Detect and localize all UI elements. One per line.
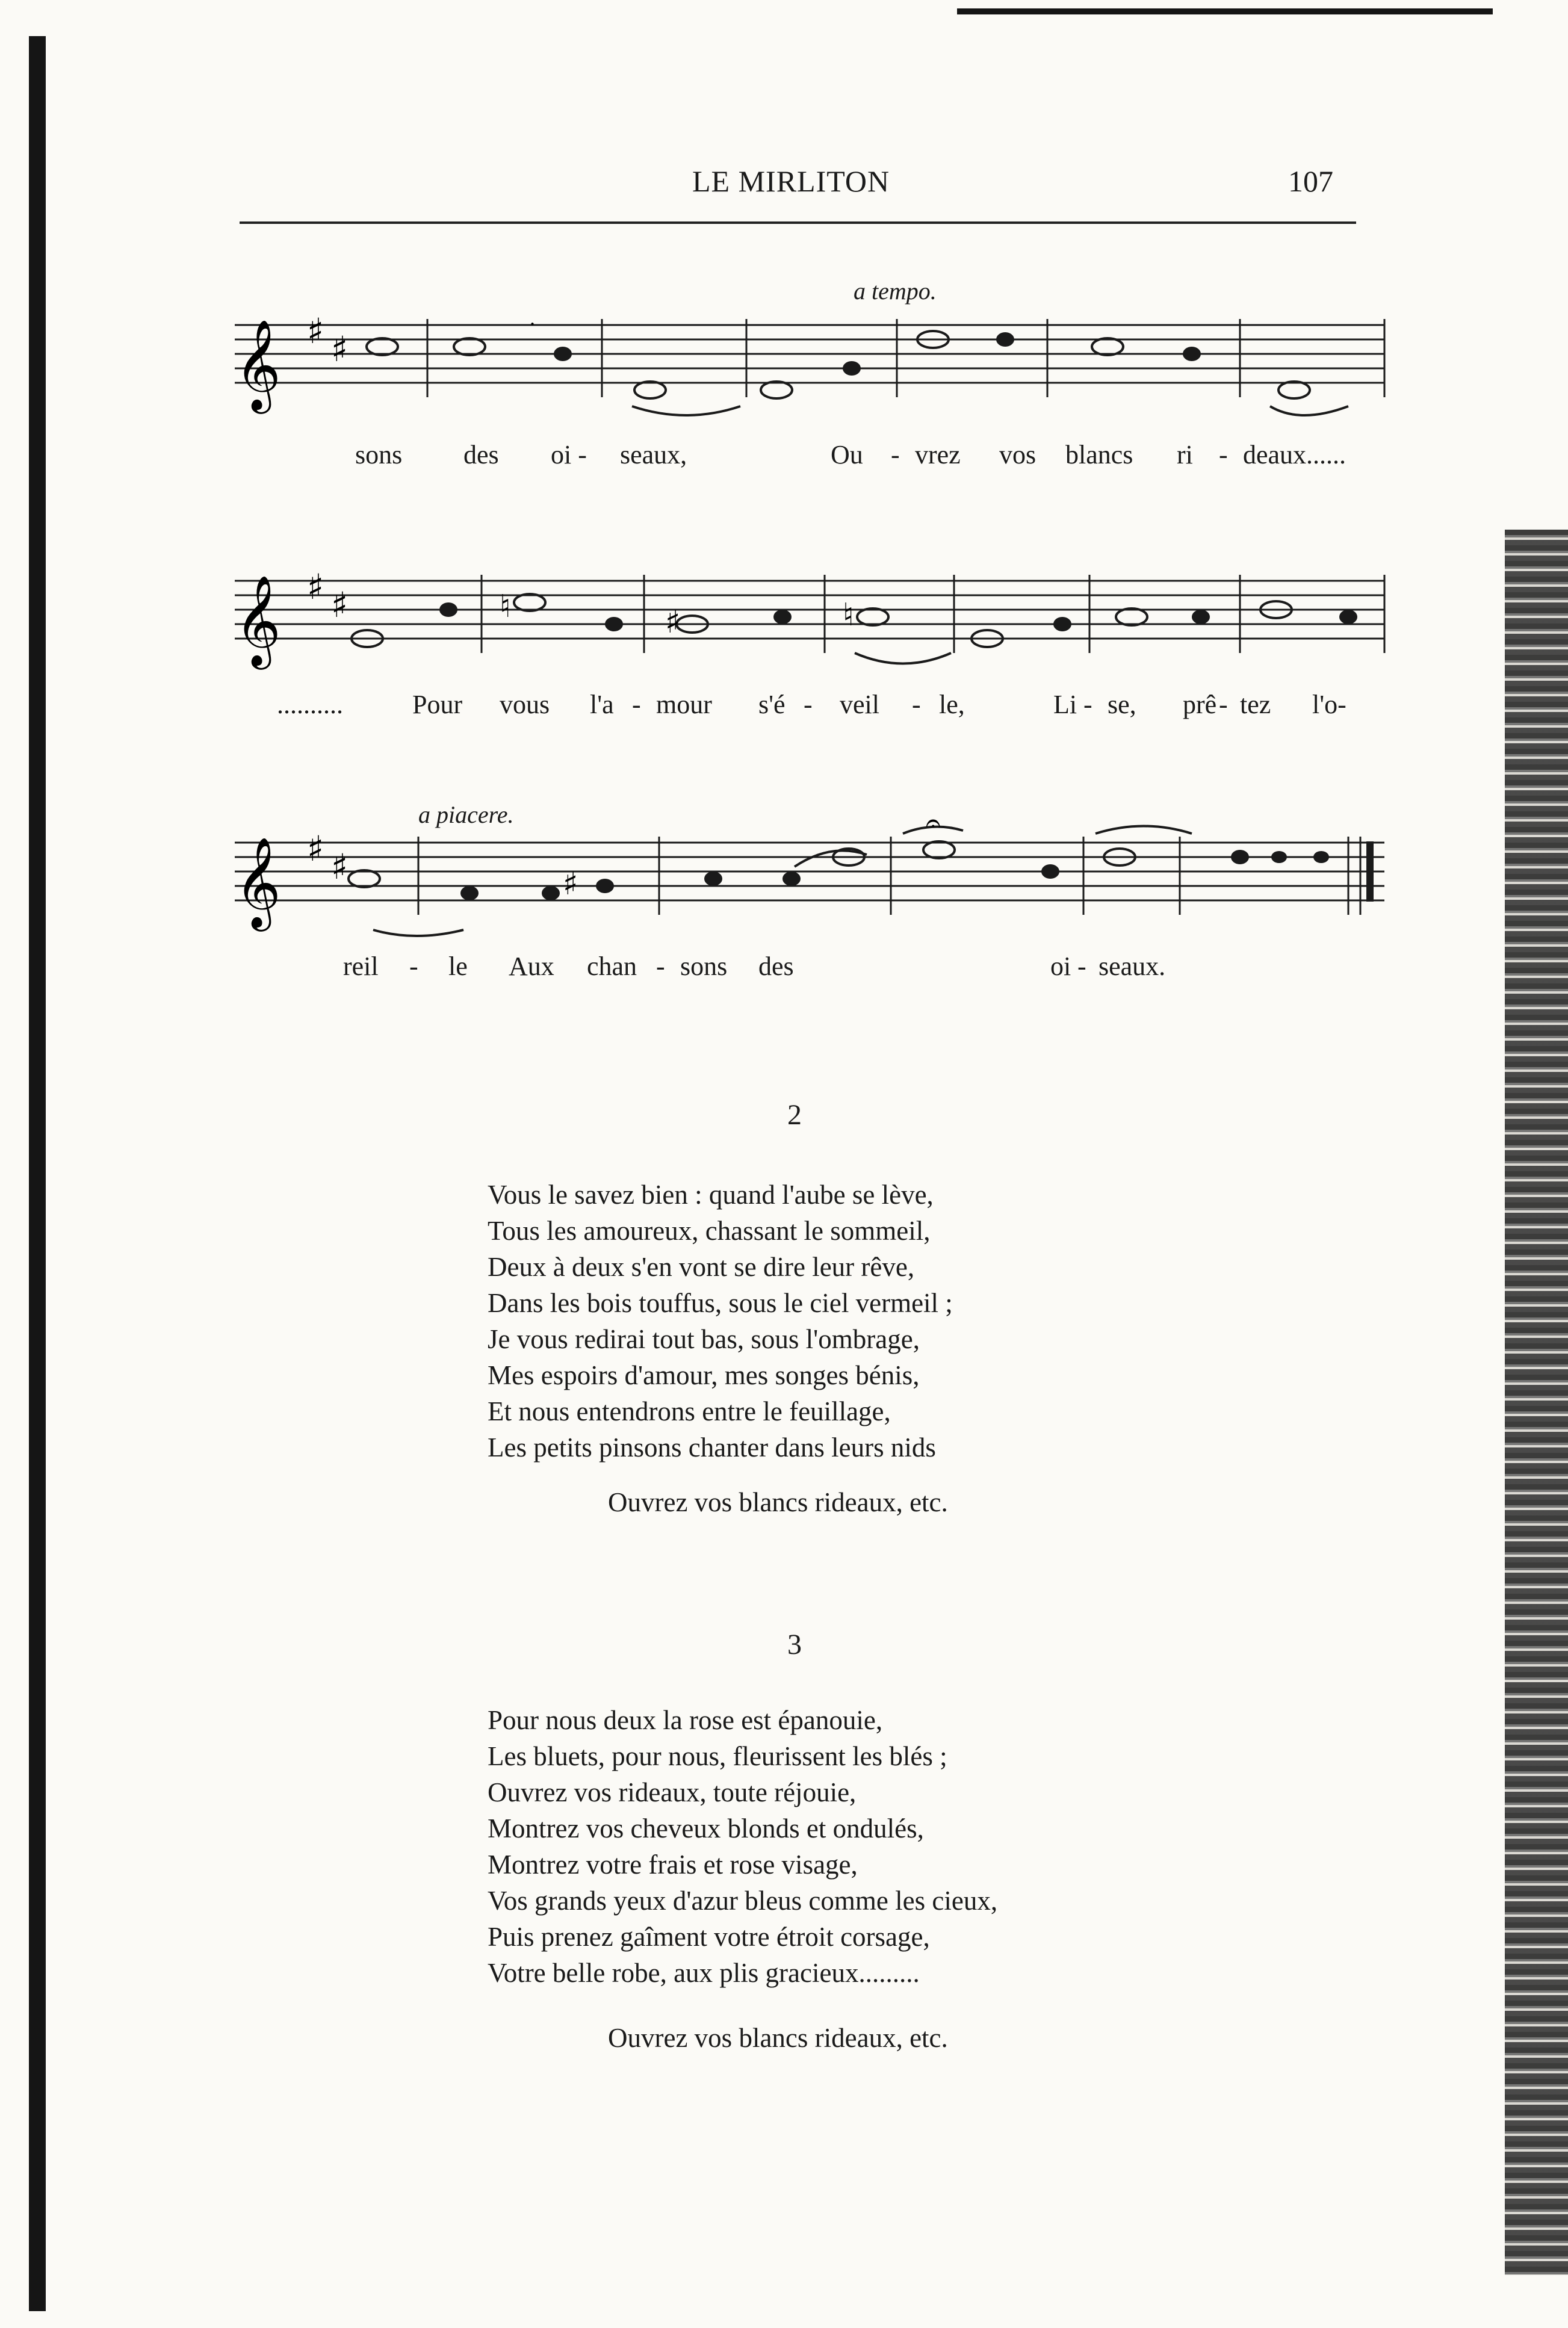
verse-line: Les bluets, pour nous, fleurissent les blés ; bbox=[488, 1741, 947, 1771]
lyric-syllable: le bbox=[448, 952, 468, 981]
verse-line: Vous le savez bien : quand l'aube se lève, bbox=[488, 1180, 934, 1210]
verse-line: Et nous entendrons entre le feuillage, bbox=[488, 1396, 891, 1426]
verse-line: Puis prenez gaîment votre étroit corsage, bbox=[488, 1922, 930, 1952]
lyric-syllable: l'o- bbox=[1312, 690, 1346, 719]
lyric-syllable: veil bbox=[840, 690, 879, 719]
binding-shadow bbox=[29, 36, 46, 2311]
treble-clef-icon: 𝄞 bbox=[235, 574, 281, 666]
natural-icon: ♮ bbox=[843, 597, 854, 633]
lyric-syllable: - bbox=[1219, 440, 1228, 469]
lyric-syllable: seaux, bbox=[620, 440, 687, 469]
lyric-syllable: - bbox=[804, 690, 813, 719]
lyric-syllable: tez bbox=[1240, 690, 1271, 719]
lyric-syllable: chan bbox=[587, 952, 637, 981]
page-edge-shadow bbox=[1505, 530, 1568, 2275]
treble-clef-icon: 𝄞 bbox=[235, 318, 281, 410]
lyric-syllable: sons bbox=[355, 440, 403, 469]
sharp-icon: ♯ bbox=[307, 828, 324, 869]
lyric-syllable: - bbox=[1083, 690, 1092, 719]
verse-line: Montrez vos cheveux blonds et ondulés, bbox=[488, 1813, 924, 1844]
verse-line: Votre belle robe, aux plis gracieux......... bbox=[488, 1958, 920, 1988]
lyric-syllable: l'a bbox=[590, 690, 614, 719]
dot-mark: . bbox=[530, 306, 535, 330]
lyric-syllable: vous bbox=[500, 690, 550, 719]
lyric-syllable: seaux. bbox=[1099, 952, 1166, 981]
staff-2 bbox=[217, 557, 1390, 689]
sharp-icon: ♯ bbox=[563, 866, 578, 902]
lyric-syllable: deaux...... bbox=[1243, 440, 1346, 469]
verse-line: Pour nous deux la rose est épanouie, bbox=[488, 1705, 883, 1735]
lyric-syllable: - bbox=[409, 952, 418, 981]
lyric-syllable: - bbox=[891, 440, 900, 469]
running-header-title: LE MIRLITON bbox=[692, 164, 890, 198]
lyric-syllable: vos bbox=[999, 440, 1037, 469]
lyric-syllable: - bbox=[912, 690, 921, 719]
lyric-syllable: des bbox=[758, 952, 794, 981]
verse-line: Ouvrez vos rideaux, toute réjouie, bbox=[488, 1777, 857, 1807]
staff-1 bbox=[217, 301, 1390, 439]
lyric-syllable: oi bbox=[1050, 952, 1071, 981]
sharp-icon: ♯ bbox=[307, 566, 324, 607]
lyrics-line-2 bbox=[217, 689, 1390, 725]
lyric-syllable: Aux bbox=[509, 952, 554, 981]
music-system-1 bbox=[217, 301, 1390, 475]
sharp-icon: ♯ bbox=[665, 604, 681, 640]
sharp-icon: ♯ bbox=[331, 329, 349, 370]
verse-line: Tous les amoureux, chassant le sommeil, bbox=[488, 1216, 931, 1246]
top-rule bbox=[957, 8, 1493, 14]
verse-line: Dans les bois touffus, sous le ciel vermeil ; bbox=[488, 1288, 953, 1318]
verse-line: Mes espoirs d'amour, mes songes bénis, bbox=[488, 1360, 920, 1390]
verse-line: Montrez votre frais et rose visage, bbox=[488, 1850, 858, 1880]
music-system-2 bbox=[217, 557, 1390, 725]
lyric-syllable: Ou bbox=[831, 440, 863, 469]
lyric-syllable: blancs bbox=[1065, 440, 1133, 469]
lyric-syllable: s'é bbox=[758, 690, 786, 719]
music-system-3 bbox=[217, 819, 1390, 987]
stanza-2-verse bbox=[488, 1177, 953, 1466]
lyric-syllable: Pour bbox=[412, 690, 463, 719]
lyric-syllable: se, bbox=[1108, 690, 1136, 719]
refrain-line: Ouvrez vos blancs rideaux, etc. bbox=[608, 1487, 948, 1517]
natural-icon: ♮ bbox=[500, 589, 511, 625]
staff-3 bbox=[217, 819, 1390, 951]
lyric-syllable: - bbox=[656, 952, 665, 981]
lyric-syllable: le, bbox=[939, 690, 965, 719]
lyric-syllable: reil bbox=[343, 952, 379, 981]
header-rule bbox=[240, 221, 1356, 224]
lyric-syllable: oi - bbox=[551, 440, 587, 469]
treble-clef-icon: 𝄞 bbox=[235, 836, 281, 927]
stanza-number: 2 bbox=[787, 1099, 802, 1131]
lyric-syllable: ri bbox=[1177, 440, 1193, 469]
refrain-line: Ouvrez vos blancs rideaux, etc. bbox=[608, 2023, 948, 2053]
sharp-icon: ♯ bbox=[331, 584, 349, 625]
lyrics-line-3 bbox=[217, 951, 1390, 987]
lyrics-line-1 bbox=[217, 439, 1390, 475]
stanza-number: 3 bbox=[787, 1629, 802, 1661]
verse-line: Les petits pinsons chanter dans leurs nids bbox=[488, 1432, 936, 1463]
page-number: 107 bbox=[1288, 164, 1333, 198]
lyric-syllable: Li bbox=[1053, 690, 1077, 719]
lyric-syllable: - bbox=[632, 690, 641, 719]
lyric-syllable: .......... bbox=[277, 690, 343, 719]
verse-line: Vos grands yeux d'azur bleus comme les cieux, bbox=[488, 1886, 998, 1916]
sharp-icon: ♯ bbox=[307, 311, 324, 351]
stanza-3-verse bbox=[488, 1702, 997, 1991]
sharp-icon: ♯ bbox=[331, 846, 349, 887]
lyric-syllable: prê bbox=[1183, 690, 1217, 719]
lyric-syllable: sons bbox=[680, 952, 728, 981]
tempo-direction: a tempo. bbox=[854, 277, 937, 305]
tempo-direction: a piacere. bbox=[418, 801, 514, 828]
lyric-syllable: vrez bbox=[915, 440, 961, 469]
lyric-syllable: mour bbox=[656, 690, 712, 719]
lyric-syllable: des bbox=[463, 440, 499, 469]
verse-line: Je vous redirai tout bas, sous l'ombrage, bbox=[488, 1324, 920, 1354]
lyric-syllable: - bbox=[1077, 952, 1086, 981]
verse-line: Deux à deux s'en vont se dire leur rêve, bbox=[488, 1252, 915, 1282]
lyric-syllable: - bbox=[1219, 690, 1228, 719]
fermata-icon: 𝄐 bbox=[926, 819, 941, 838]
